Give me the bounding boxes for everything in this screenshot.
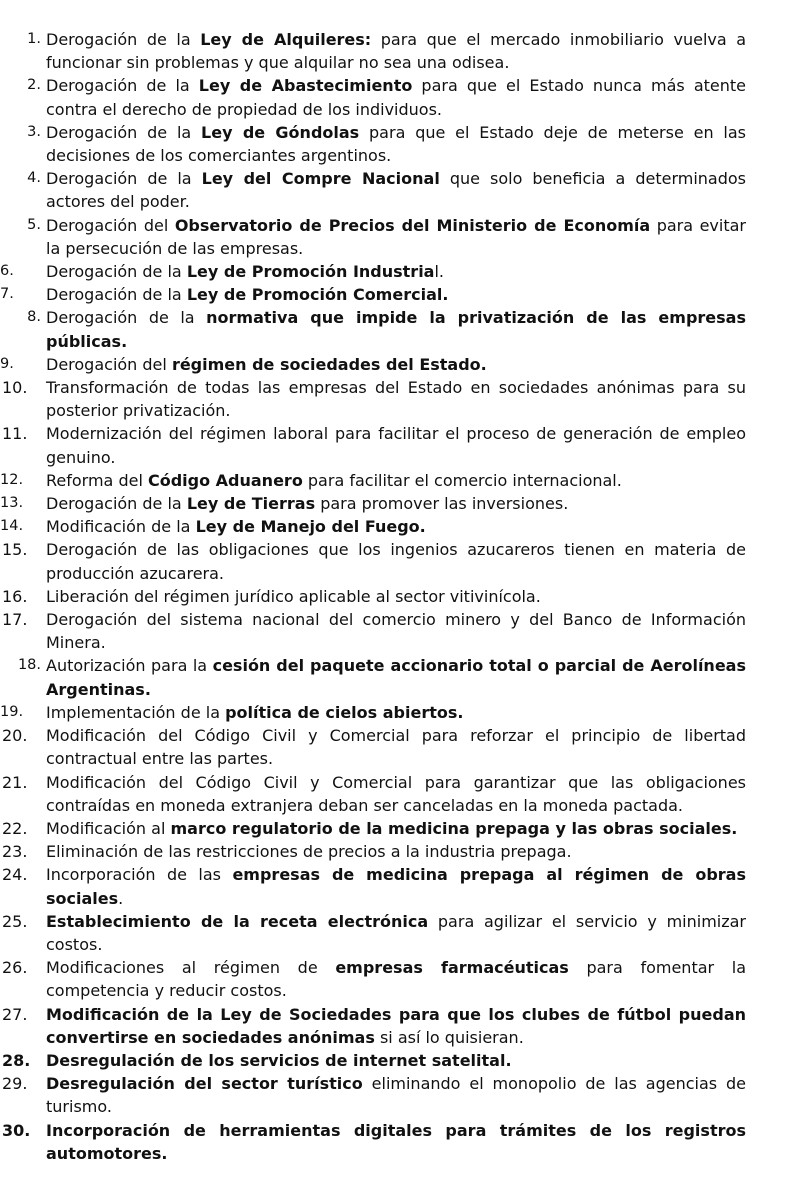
item-text: Incorporación de las empresas de medicina prepaga al régimen de obras sociales. — [46, 865, 746, 908]
list-item — [0, 863, 804, 909]
item-number: 19. — [0, 703, 24, 720]
item-text: Derogación del sistema nacional del comercio minero y del Banco de Información Minera. — [46, 610, 746, 653]
item-number: 14. — [0, 518, 24, 535]
list-item — [0, 376, 804, 422]
item-text: Derogación de la Ley de Góndolas para que el Estado deje de meterse en las decisiones de los comerciantes argentinos. — [46, 122, 747, 166]
item-number: 12. — [0, 471, 24, 488]
item-text: Modificación al marco regulatorio de la medicina prepaga y las obras sociales. — [46, 818, 738, 838]
item-text: Modificación de la Ley de Sociedades para que los clubes de fútbol puedan convertirse en sociedades anónimas si así lo quisieran. — [46, 1004, 746, 1047]
list-item — [0, 515, 804, 538]
item-number: 20. — [2, 726, 28, 746]
list-item — [0, 469, 804, 492]
list-item — [0, 306, 804, 352]
item-text: Desregulación del sector turístico eliminando el monopolio de las agencias de turismo. — [46, 1074, 747, 1117]
item-text: Derogación de las obligaciones que los ingenios azucareros tienen en materia de producción azucarera. — [46, 540, 746, 583]
item-text: Modificación del Código Civil y Comercial para garantizar que las obligaciones contraídas en moneda extranjera deban ser canceladas en la moneda pactada. — [46, 772, 746, 815]
item-number: 26. — [2, 958, 28, 978]
list-item — [0, 817, 804, 840]
item-number: 15. — [2, 540, 28, 560]
item-number: 6. — [0, 263, 14, 280]
measures-list — [0, 28, 804, 1165]
item-number: 17. — [2, 610, 28, 630]
list-item — [0, 1072, 804, 1118]
item-text: Eliminación de las restricciones de precios a la industria prepaga. — [46, 842, 572, 862]
item-number: 29. — [2, 1074, 28, 1094]
item-text: Implementación de la política de cielos abiertos. — [46, 702, 464, 722]
item-number: 8. — [27, 309, 41, 326]
list-item — [0, 1049, 804, 1072]
item-text: Transformación de todas las empresas del Estado en sociedades anónimas para su posterior privatización. — [46, 378, 746, 421]
item-number: 11. — [2, 424, 28, 444]
item-number: 4. — [27, 170, 41, 187]
item-number: 5. — [27, 216, 41, 233]
list-item — [0, 74, 804, 120]
list-item — [0, 28, 804, 74]
list-item — [0, 771, 804, 817]
list-item — [0, 956, 804, 1002]
item-text: Modernización del régimen laboral para facilitar el proceso de generación de empleo genuino. — [46, 424, 746, 467]
item-text: Desregulación de los servicios de internet satelital. — [46, 1050, 512, 1070]
item-number: 1. — [27, 31, 41, 47]
item-number: 22. — [2, 818, 28, 838]
list-item — [0, 167, 804, 213]
item-number: 23. — [2, 842, 28, 862]
list-item — [0, 538, 804, 584]
item-text: Incorporación de herramientas digitales para trámites de los registros automotores. — [46, 1120, 746, 1163]
item-number: 9. — [0, 355, 14, 372]
item-text: Derogación de la Ley del Compre Nacional que solo beneficia a determinados actores del poder. — [46, 169, 747, 212]
item-text: Modificación del Código Civil y Comercial para reforzar el principio de libertad contractual entre las partes. — [46, 726, 746, 769]
item-number: 28. — [2, 1050, 31, 1070]
item-number: 21. — [2, 772, 28, 792]
item-text: Derogación de la Ley de Promoción Comercial. — [46, 285, 449, 305]
item-text: Liberación del régimen jurídico aplicable al sector vitivinícola. — [46, 586, 541, 606]
item-text: Autorización para la cesión del paquete accionario total o parcial de Aerolíneas Argentinas. — [46, 656, 746, 699]
item-number: 13. — [0, 495, 24, 512]
item-text: Derogación de la Ley de Alquileres: para que el mercado inmobiliario vuelva a funcionar sin problemas y que alquilar no sea una odisea. — [46, 30, 747, 73]
item-text: Derogación de la Ley de Tierras para promover las inversiones. — [46, 494, 569, 514]
list-item — [0, 654, 804, 700]
item-text: Modificación de la Ley de Manejo del Fuego. — [46, 517, 426, 537]
item-number: 18. — [17, 657, 41, 674]
list-item — [0, 840, 804, 863]
list-item — [0, 422, 804, 468]
list-item — [0, 260, 804, 283]
item-text: Reforma del Código Aduanero para facilitar el comercio internacional. — [46, 470, 622, 490]
item-number: 3. — [27, 123, 41, 140]
item-text: Derogación del régimen de sociedades del Estado. — [46, 354, 487, 374]
list-item — [0, 283, 804, 306]
item-text: Derogación de la Ley de Abastecimiento para que el Estado nunca más atente contra el derecho de propiedad de los individuos. — [46, 76, 746, 119]
item-number: 25. — [2, 911, 28, 931]
item-number: 10. — [2, 378, 28, 398]
item-number: 2. — [27, 77, 41, 94]
item-text: Modificaciones al régimen de empresas farmacéuticas para fomentar la competencia y reducir costos. — [46, 958, 747, 1001]
list-item — [0, 910, 804, 956]
item-text: Establecimiento de la receta electrónica para agilizar el servicio y minimizar costos. — [46, 911, 746, 954]
list-item — [0, 1003, 804, 1049]
item-number: 30. — [2, 1120, 31, 1140]
item-text: Derogación del Observatorio de Precios del Ministerio de Economía para evitar la persecución de las empresas. — [46, 215, 746, 258]
list-item — [0, 701, 804, 724]
list-item — [0, 121, 804, 167]
item-number: 7. — [0, 286, 14, 303]
list-item — [0, 724, 804, 770]
list-item — [0, 585, 804, 608]
list-item — [0, 353, 804, 376]
list-item — [0, 492, 804, 515]
list-item — [0, 1119, 804, 1165]
list-item — [0, 608, 804, 654]
item-number: 24. — [2, 865, 28, 885]
item-number: 16. — [2, 586, 28, 606]
item-text: Derogación de la Ley de Promoción Industrial. — [46, 262, 445, 282]
item-number: 27. — [2, 1004, 28, 1024]
item-text: Derogación de la normativa que impide la privatización de las empresas públicas. — [46, 308, 746, 351]
list-item — [0, 214, 804, 260]
